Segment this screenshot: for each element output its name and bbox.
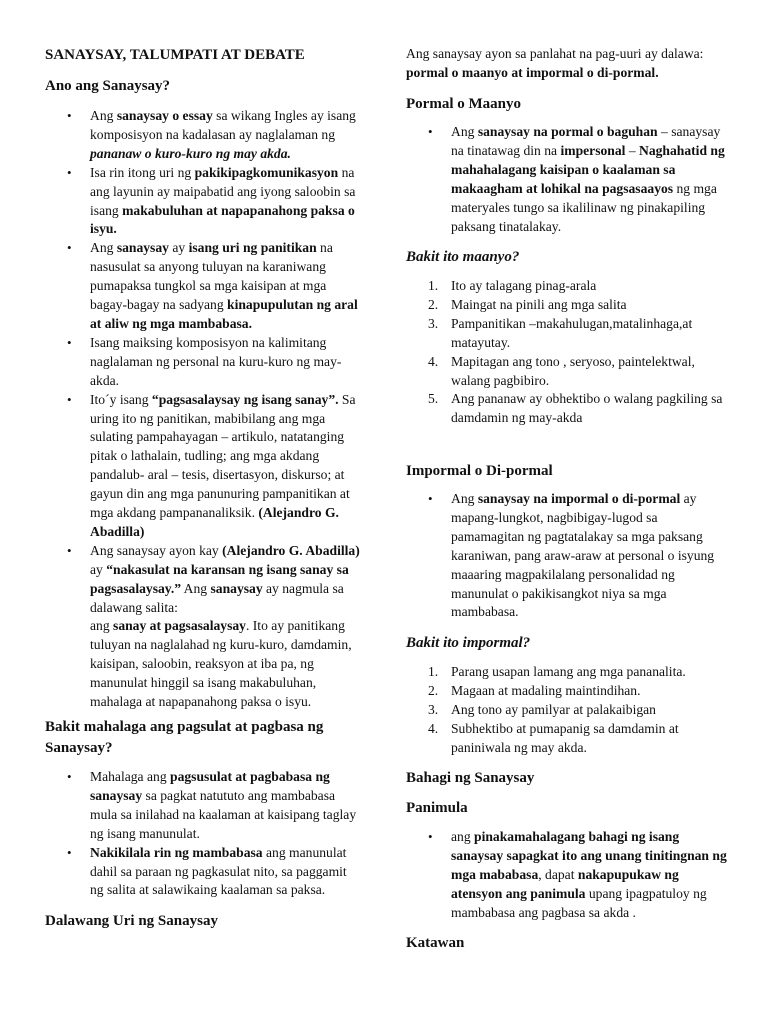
list-item: • Ang sanaysay o essay sa wikang Ingles ay isang komposisyon na kadalasan ay naglalaman ng pananaw o kuro-kuro ng may akda. <box>67 108 356 161</box>
intro-paragraph: Ang sanaysay ayon sa panlahat na pag-uuri ay dalawa: pormal o maanyo at impormal o di-pormal. <box>406 46 704 80</box>
list-item: • Ito´y isang “pagsasalaysay ng isang sanay”. Sa uring ito ng panitikan, mabibilang ang mga sulating pampahayagan – artikulo, natatanging pitak o lathalain, tudling; ang mga akdang pandalub- aral – tesis, disertasyon, diskurso; at gayun din ang mga panunuring pampanitikan at mga akdang pampananaliksik. (Alejandro G. Abadilla) <box>67 391 356 539</box>
bullet-icon: • <box>67 164 72 180</box>
impormal-numbered-list <box>406 663 728 758</box>
bakit-bullet-list <box>45 768 363 900</box>
bullet-icon: • <box>428 124 433 139</box>
list-item: • Mahalaga ang pagsusulat at pagbabasa ng sanaysay sa pagkat natututo ang mambabasa mula sa inilahad na kaalaman at kaisipang taglay ng isang manunulat. <box>67 769 357 841</box>
list-number: 3. <box>428 315 439 331</box>
bullet-icon: • <box>67 334 72 350</box>
panimula-bullet-list <box>406 828 728 923</box>
document-title: SANAYSAY, TALUMPATI AT DEBATE <box>45 47 305 63</box>
list-number: 1. <box>428 278 439 293</box>
heading-dalawang-uri: Dalawang Uri ng Sanaysay <box>45 913 218 929</box>
bullet-icon: • <box>428 491 433 506</box>
list-item: • ang pinakamahalagang bahagi ng isang sanaysay sapagkat ito ang unang tinitingnan ng mga mababasa, dapat nakapupukaw ng atensyon ang panimula upang ipagpatuloy ng mambabasa ang pagbasa sa akda . <box>428 829 727 920</box>
list-item: • Ang sanaysay na impormal o di-pormal ay mapang-lungkot, nagbibigay-lugod sa pamamagitan ng pagtatalakay sa mga paksang karaniwan, pang araw-araw at personal o isyung maaaring magpakilalang personalidad ng manunulat o pakikisangkot niya sa mga mambabasa. <box>428 491 715 620</box>
list-number: 4. <box>428 353 439 369</box>
bullet-icon: • <box>428 829 433 844</box>
list-number: 5. <box>428 391 439 407</box>
heading-ano-ang-sanaysay: Ano ang Sanaysay? <box>45 78 171 94</box>
list-number: 1. <box>428 664 439 679</box>
ano-bullet-list <box>45 107 363 712</box>
impormal-bullet-list <box>406 490 728 622</box>
list-item: • Nakikilala rin ng mambabasa ang manunulat dahil sa paraan ng pagkasulat nito, sa paggamit ng salita at salawikaing kaalaman sa paksa. <box>67 844 347 898</box>
heading-bakit-impormal: Bakit ito impormal? <box>406 635 531 651</box>
list-item: 4. Subhektibo at pumapanig sa damdamin at paniniwala ng may akda. <box>428 720 679 755</box>
bullet-icon: • <box>67 108 72 123</box>
list-item: • Isang maiksing komposisyon na kalimitang naglalaman ng personal na kuru-kuro ng may-akda. <box>67 334 342 388</box>
list-item: 1. Parang usapan lamang ang mga pananalita. <box>406 663 728 682</box>
heading-impormal: Impormal o Di-pormal <box>406 463 553 479</box>
list-item: 3. Ang tono ay pamilyar at palakaibigan <box>406 701 728 720</box>
bullet-icon: • <box>67 391 72 407</box>
list-item: 3. Pampanitikan –makahulugan,matalinhaga,at matayutay. <box>428 315 693 350</box>
list-item: 2. Maingat na pinili ang mga salita <box>406 296 728 315</box>
bullet-icon: • <box>67 542 72 558</box>
list-number: 4. <box>428 720 439 736</box>
list-item: 4. Mapitagan ang tono , seryoso, paintelektwal, walang pagbibiro. <box>428 353 695 388</box>
heading-bakit-mahalaga: Bakit mahalaga ang pagsulat at pagbasa ng Sanaysay? <box>45 719 324 756</box>
heading-bakit-maanyo: Bakit ito maanyo? <box>406 249 520 265</box>
heading-pormal: Pormal o Maanyo <box>406 96 521 112</box>
list-item: 5. Ang pananaw ay obhektibo o walang pagkiling sa damdamin ng may-akda <box>428 391 723 426</box>
list-number: 2. <box>428 682 439 698</box>
heading-katawan: Katawan <box>406 935 465 951</box>
list-item: • Isa rin itong uri ng pakikipagkomunikasyon na ang layunin ay maipabatid ang iyong saloobin sa isang makabuluhan at napapanahong paksa o isyu. <box>67 164 356 237</box>
list-item: 1. Ito ay talagang pinag-arala <box>406 277 728 296</box>
pormal-bullet-list <box>406 123 728 236</box>
list-number: 2. <box>428 296 439 312</box>
list-item: • Ang sanaysay ayon kay (Alejandro G. Abadilla) ay “nakasulat na karansan ng isang sanay sa pagsasalaysay.” Ang sanaysay ay nagmula sa dalawang salita: ang sanay at pagsasalaysay. Ito ay panitikang tuluyan na naglalahad ng kuru-kuro, damdamin, kaisipan, saloobin, reaksyon at iba pa, ng manunulat hinggil sa isang makabuluhan, mahalaga at napapanahong paksa o isyu. <box>67 542 360 710</box>
maanyo-numbered-list <box>406 277 728 428</box>
bullet-icon: • <box>67 769 72 784</box>
list-item: • Ang sanaysay ay isang uri ng panitikan na nasusulat sa anyong tuluyan na karaniwang pumapaksa tungkol sa mga kaisipan at mga bagay-bagay na sadyang kinapupulutan ng aral at aliw ng mga mambabasa. <box>67 240 358 331</box>
list-item: 2. Magaan at madaling maintindihan. <box>406 682 728 701</box>
heading-panimula: Panimula <box>406 800 468 816</box>
list-number: 3. <box>428 701 439 717</box>
heading-bahagi: Bahagi ng Sanaysay <box>406 770 535 786</box>
bullet-icon: • <box>67 240 72 256</box>
list-item: • Ang sanaysay na pormal o baguhan – sanaysay na tinatawag din na impersonal – Naghahatid ng mahahalagang kaisipan o kaalaman sa makaagham at lohikal na pagsasaayos ng mga materyales tungo sa ikalilinaw ng pinakapiling paksang tinatalakay. <box>428 124 725 234</box>
bullet-icon: • <box>67 844 72 860</box>
